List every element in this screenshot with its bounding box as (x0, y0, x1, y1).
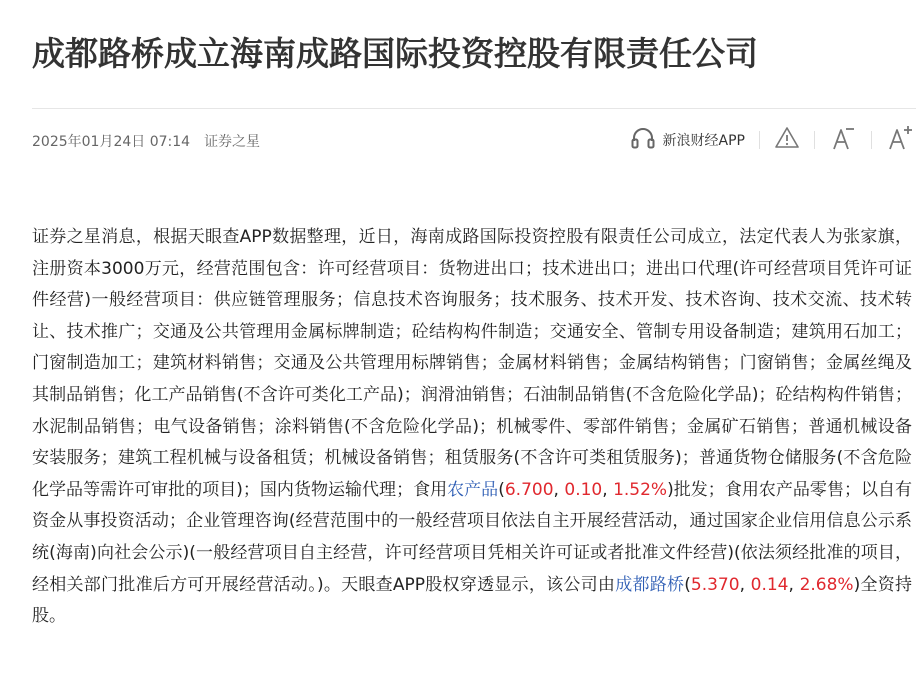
article-meta (32, 131, 260, 151)
stock-price: 6.700 (504, 479, 554, 500)
stock-price: 5.370 (690, 574, 740, 595)
warning-icon (774, 125, 800, 155)
headphones-icon (629, 124, 657, 156)
stock-link-nongchanpin[interactable]: 农产品 (447, 479, 499, 500)
body-text-part1: 证券之星消息，根据天眼查APP数据整理，近日，海南成路国际投资控股有限责任公司成立，法定代表人为张家旗，注册资本3000万元，经营范围包含：许可经营项目：货物进出口；技术进出口；进出口代理(许可经营项目凭许可证件经营)一般经营项目：供应链管理服务；信息技术咨询服务；技术服务、技术开发、技术咨询、技术交流、技术转让、技术推广；交通及公共管理用金属标牌制造；砼结构构件制造；交通安全、管制专用设备制造；建筑用石加工；门窗制造加工；建筑材料销售；交通及公共管理用标牌销售；金属材料销售；金属结构销售；门窗销售；金属丝绳及其制品销售；化工产品销售(不含许可类化工产品)；润滑油销售；石油制品销售(不含危险化学品)；砼结构构件销售；水泥制品销售；电气设备销售；涂料销售(不含危险化学品)；机械零件、零部件销售；金属矿石销售；普通机械设备安装服务；建筑工程机械与设备租赁；机械设备销售；租赁服务(不含许可类租赁服务)；普通货物仓储服务(不含危险化学品等需许可审批的项目)；国内货物运输代理；食用 (32, 227, 912, 500)
font-decrease-icon (829, 124, 857, 156)
body-text-part3: 全资持股。 (32, 574, 913, 627)
toolbar-divider (814, 131, 815, 149)
article-source: 证券之星 (204, 134, 261, 150)
article-toolbar (629, 124, 914, 156)
font-decrease-button[interactable] (829, 124, 857, 156)
listen-app-button[interactable] (629, 124, 745, 156)
stock-change-pct: 1.52% (613, 479, 668, 500)
toolbar-divider (759, 131, 760, 149)
stock-change: 0.10 (564, 479, 603, 500)
stock-change: 0.14 (750, 574, 789, 595)
title-divider (32, 108, 916, 109)
body-text-part2: 批发；食用农产品零售；以自有资金从事投资活动；企业管理咨询(经营范围中的一般经营项目依法自主开展经营活动，通过国家企业信用信息公示系统(海南)向社会公示)(一般经营项目自主经营，许可经营项目凭相关许可证或者批准文件经营)(依法须经批准的项目，经相关部门批准后方可开展经营活动。)。天眼查APP股权穿透显示，该公司由 (32, 479, 913, 595)
font-increase-button[interactable] (886, 124, 914, 156)
stock-change-pct: 2.68% (799, 574, 854, 595)
font-increase-icon (886, 124, 914, 156)
report-button[interactable] (774, 125, 800, 155)
article-title: 成都路桥成立海南成路国际投资控股有限责任公司 (32, 34, 758, 73)
article-body: 证券之星消息，根据天眼查APP数据整理，近日，海南成路国际投资控股有限责任公司成立，法定代表人为张家旗，注册资本3000万元，经营范围包含：许可经营项目：货物进出口；技术进出口；进出口代理(许可经营项目凭许可证件经营)一般经营项目：供应链管理服务；信息技术咨询服务；技术服务、技术开发、技术咨询、技术交流、技术转让、技术推广；交通及公共管理用金属标牌制造；砼结构构件制造；交通安全、管制专用设备制造；建筑用石加工；门窗制造加工；建筑材料销售；交通及公共管理用标牌销售；金属材料销售；金属结构销售；门窗销售；金属丝绳及其制品销售；化工产品销售(不含许可类化工产品)；润滑油销售；石油制品销售(不含危险化学品)；砼结构构件销售；水泥制品销售；电气设备销售；涂料销售(不含危险化学品)；机械零件、零部件销售；金属矿石销售；普通机械设备安装服务；建筑工程机械与设备租赁；机械设备销售；租赁服务(不含许可类租赁服务)；普通货物仓储服务(不含危险化学品等需许可审批的项目)；国内货物运输代理；食用农产品(6.700, 0.10, 1.52%)批发；食用农产品零售；以自有资金从事投资活动；企业管理咨询(经营范围中的一般经营项目依法自主开展经营活动，通过国家企业信用信息公示系统(海南)向社会公示)(一般经营项目自主经营，许可经营项目凭相关许可证或者批准文件经营)(依法须经批准的项目，经相关部门批准后方可开展经营活动。)。天眼查APP股权穿透显示，该公司由成都路桥(5.370, 0.14, 2.68%)全资持股。 (32, 227, 913, 627)
publish-datetime: 2025年01月24日 07:14 (32, 134, 191, 150)
toolbar-divider (871, 131, 872, 149)
app-label: 新浪财经APP (662, 133, 745, 149)
stock-link-chengdu-luqiao[interactable]: 成都路桥 (615, 574, 685, 595)
